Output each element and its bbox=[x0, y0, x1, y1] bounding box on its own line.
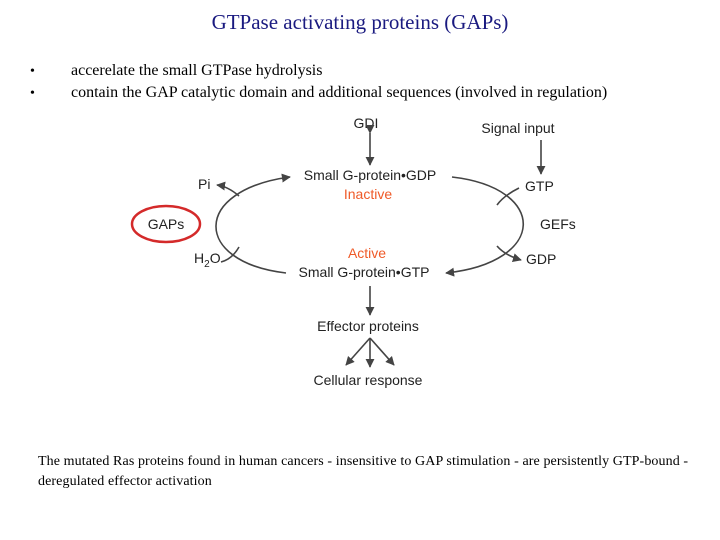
response-arrow-left bbox=[346, 338, 370, 365]
active-label: Active bbox=[347, 245, 387, 261]
cellular-response-label: Cellular response bbox=[313, 372, 423, 388]
h2o-subscript: 2 bbox=[204, 259, 210, 270]
page-title: GTPase activating proteins (GAPs) bbox=[211, 10, 509, 34]
h2o-o: O bbox=[209, 250, 221, 266]
gdi-label: GDI bbox=[353, 115, 379, 131]
response-arrow-right bbox=[370, 338, 394, 365]
signal-input-label: Signal input bbox=[481, 120, 555, 136]
gdp-release-arrow bbox=[497, 246, 521, 260]
gefs-label: GEFs bbox=[540, 216, 576, 232]
footnote-text: The mutated Ras proteins found in human cancers - insensitive to GAP stimulation - are persistently GTP-bound - deregulated effector activation bbox=[38, 454, 689, 489]
inactive-label: Inactive bbox=[343, 186, 393, 202]
gtp-in-label: GTP bbox=[525, 178, 554, 194]
effector-proteins-label: Effector proteins bbox=[317, 318, 419, 334]
hydrolysis-arc bbox=[216, 177, 290, 273]
bullet-dot: • bbox=[30, 64, 35, 79]
gaps-label: GAPs bbox=[147, 216, 185, 232]
bullet-dot: • bbox=[30, 86, 35, 101]
bullet-text: accerelate the small GTPase hydrolysis bbox=[71, 62, 323, 79]
h2o-input-arrow bbox=[221, 247, 239, 262]
h2o-h: H bbox=[194, 250, 205, 266]
h2o-label bbox=[194, 250, 221, 270]
bullet-text: contain the GAP catalytic domain and additional sequences (involved in regulation) bbox=[71, 84, 608, 101]
small-gprotein-gtp-label: Small G-protein•GTP bbox=[298, 264, 430, 280]
gdp-out-label: GDP bbox=[526, 251, 557, 267]
pi-label: Pi bbox=[198, 176, 211, 192]
small-gprotein-gdp-label: Small G-protein•GDP bbox=[303, 167, 437, 183]
